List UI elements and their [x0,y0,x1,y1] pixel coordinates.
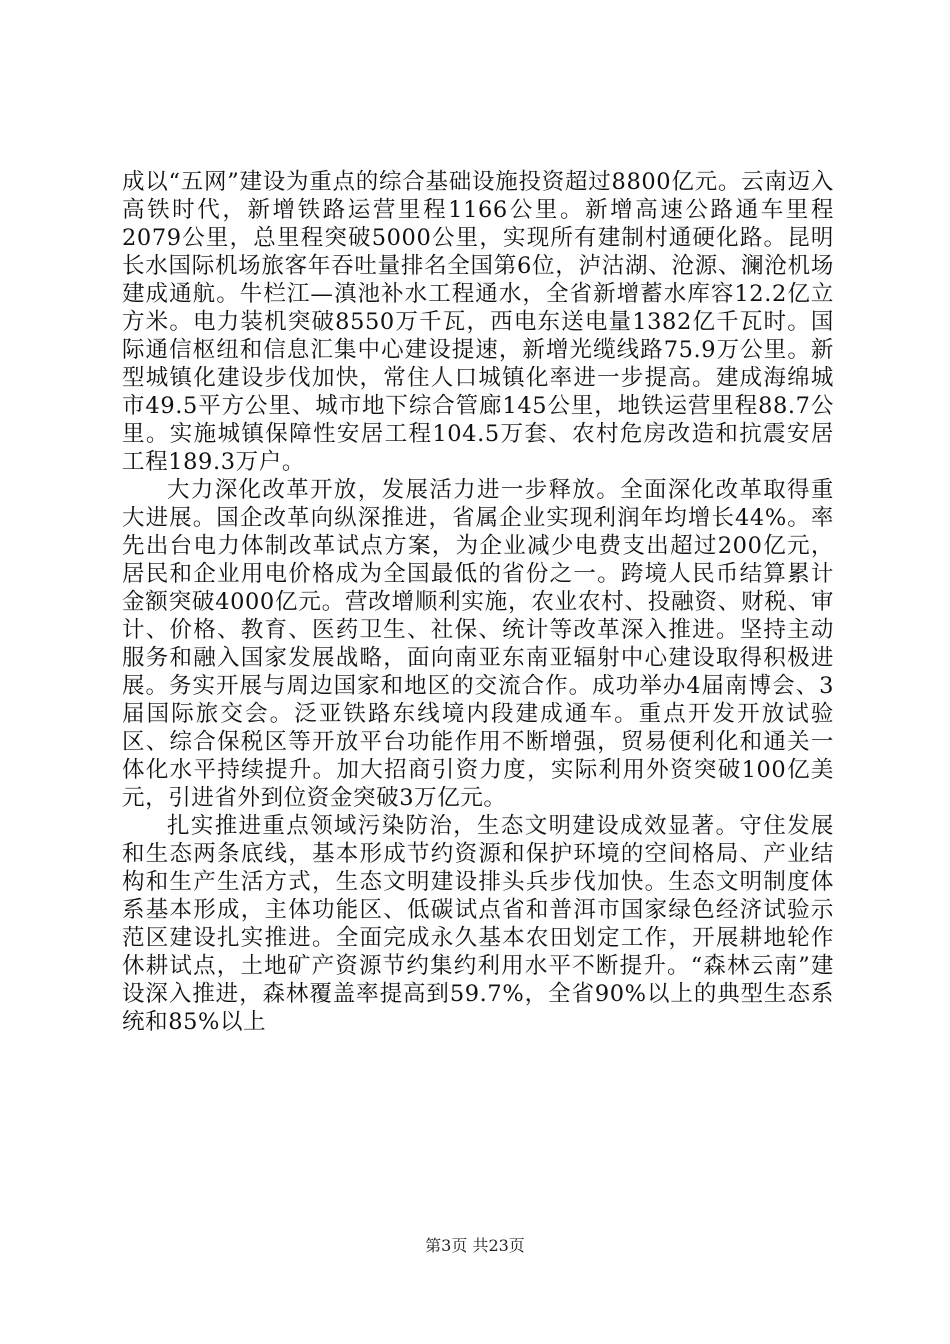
document-body [122,168,834,1036]
paragraph-ecology: 扎实推进重点领域污染防治，生态文明建设成效显著。守住发展和生态两条底线，基本形成节约资源和保护环境的空间格局、产业结构和生产生活方式，生态文明建设排头兵步伐加快。生态文明制度体系基本形成，主体功能区、低碳试点省和普洱市国家绿色经济试验示范区建设扎实推进。全面完成永久基本农田划定工作，开展耕地轮作休耕试点，土地矿产资源节约集约利用水平不断提升。“森林云南”建设深入推进，森林覆盖率提高到59.7%，全省90%以上的典型生态系统和85%以上 [122,813,834,1035]
page-number: 第3页 共23页 [425,1236,525,1255]
paragraph-reform-opening: 大力深化改革开放，发展活力进一步释放。全面深化改革取得重大进展。国企改革向纵深推进，省属企业实现利润年均增长44%。率先出台电力体制改革试点方案，为企业减少电费支出超过200亿元，居民和企业用电价格成为全国最低的省份之一。跨境人民币结算累计金额突破4000亿元。营改增顺利实施，农业农村、投融资、财税、审计、价格、教育、医药卫生、社保、统计等改革深入推进。坚持主动服务和融入国家发展战略，面向南亚东南亚辐射中心建设取得积极进展。务实开展与周边国家和地区的交流合作。成功举办4届南博会、3届国际旅交会。泛亚铁路东线境内段建成通车。重点开发开放试验区、综合保税区等开放平台功能作用不断增强，贸易便利化和通关一体化水平持续提升。加大招商引资力度，实际利用外资突破100亿美元，引进省外到位资金突破3万亿元。 [122,477,834,811]
paragraph-infrastructure: 成以“五网”建设为重点的综合基础设施投资超过8800亿元。云南迈入高铁时代，新增铁路运营里程1166公里。新增高速公路通车里程2079公里，总里程突破5000公里，实现所有建制村通硬化路。昆明长水国际机场旅客年吞吐量排名全国第6位，泸沽湖、沧源、澜沧机场建成通航。牛栏江—滇池补水工程通水，全省新增蓄水库容12.2亿立方米。电力装机突破8550万千瓦，西电东送电量1382亿千瓦时。国际通信枢纽和信息汇集中心建设提速，新增光缆线路75.9万公里。新型城镇化建设步伐加快，常住人口城镇化率进一步提高。建成海绵城市49.5平方公里、城市地下综合管廊145公里，地铁运营里程88.7公里。实施城镇保障性安居工程104.5万套、农村危房改造和抗震安居工程189.3万户。 [122,169,834,475]
